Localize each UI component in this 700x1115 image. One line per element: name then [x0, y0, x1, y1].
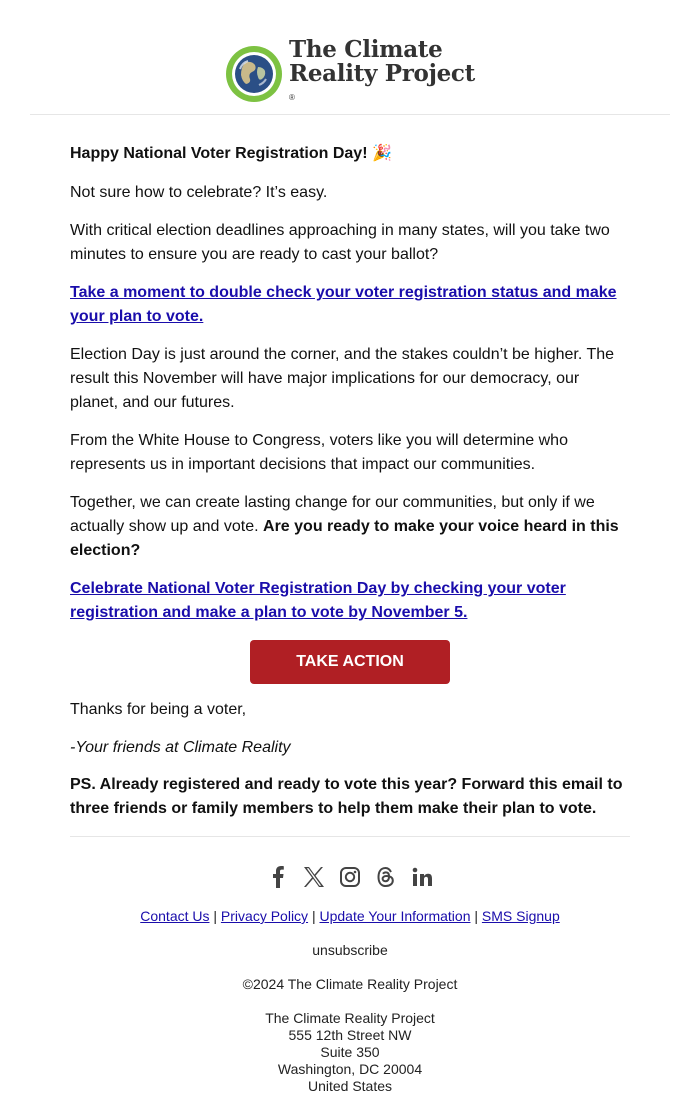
signature-text: -Your friends at Climate Reality [70, 739, 291, 756]
white-house-paragraph: From the White House to Congress, voters like you will determine who represents us in important decisions that impact our communities. [70, 432, 568, 473]
check-registration-link[interactable]: Take a moment to double check your voter registration status and make your plan to vote. [70, 284, 617, 325]
unsubscribe-link[interactable]: unsubscribe [312, 942, 388, 958]
linkedin-icon[interactable] [411, 864, 433, 890]
footer-divider [70, 836, 630, 837]
email-header [30, 0, 670, 115]
address-street: 555 12th Street NW [288, 1027, 412, 1043]
celebrate-link-paragraph [70, 577, 630, 625]
celebrate-registration-link[interactable]: Celebrate National Voter Registration Day by checking your voter registration and make a plan to vote by November 5. [70, 580, 566, 621]
update-information-link[interactable]: Update Your Information [319, 908, 471, 924]
registered-mark: ® [289, 93, 295, 102]
together-paragraph [70, 491, 630, 563]
link-separator: | [209, 908, 221, 924]
contact-us-link[interactable]: Contact Us [140, 908, 210, 924]
footer-links [0, 908, 700, 924]
link-separator: | [308, 908, 320, 924]
greeting-heading: Happy National Voter Registration Day! 🎉 [70, 145, 392, 162]
threads-icon[interactable] [375, 864, 397, 890]
cta-wrapper [250, 640, 450, 684]
logo-line-1: The Climate [289, 36, 443, 63]
deadline-paragraph: With critical election deadlines approaching in many states, will you take two minutes to ensure you are ready to cast your ballot? [70, 222, 610, 263]
take-action-button[interactable]: TAKE ACTION [250, 640, 450, 684]
address-country: United States [307, 1078, 393, 1094]
ps-paragraph: PS. Already registered and ready to vote this year? Forward this email to three friends or family members to help them make their plan to vote. [70, 776, 623, 817]
together-bold-text: Are you ready to make your voice heard in this election? [70, 518, 619, 559]
logo-line-2 [289, 62, 475, 110]
logo-wordmark [289, 38, 475, 110]
sms-signup-link[interactable]: SMS Signup [481, 908, 560, 924]
election-day-paragraph: Election Day is just around the corner, and the stakes couldn’t be higher. The result this November will have major implications for our democracy, our planet, and our futures. [70, 346, 615, 411]
climate-reality-logo[interactable] [225, 38, 475, 110]
x-icon[interactable] [303, 864, 325, 890]
instagram-icon[interactable] [339, 864, 361, 890]
intro-paragraph: Not sure how to celebrate? It’s easy. [70, 184, 328, 201]
postal-address [0, 1010, 700, 1095]
facebook-icon[interactable] [267, 864, 289, 890]
copyright-text: ©2024 The Climate Reality Project [242, 976, 458, 992]
globe-icon [225, 45, 283, 103]
link-separator: | [470, 908, 482, 924]
logo-line-2-text: Reality Project [289, 60, 475, 87]
signoff-text: Thanks for being a voter, [70, 701, 247, 718]
unsubscribe-line [0, 942, 700, 958]
together-text: Together, we can create lasting change for our communities, but only if we actually show up and vote. [70, 494, 595, 535]
address-city: Washington, DC 20004 [277, 1061, 423, 1077]
registration-link-paragraph [70, 281, 630, 329]
address-org: The Climate Reality Project [265, 1010, 435, 1026]
address-suite: Suite 350 [320, 1044, 380, 1060]
social-icons-row [0, 864, 700, 890]
privacy-policy-link[interactable]: Privacy Policy [220, 908, 309, 924]
